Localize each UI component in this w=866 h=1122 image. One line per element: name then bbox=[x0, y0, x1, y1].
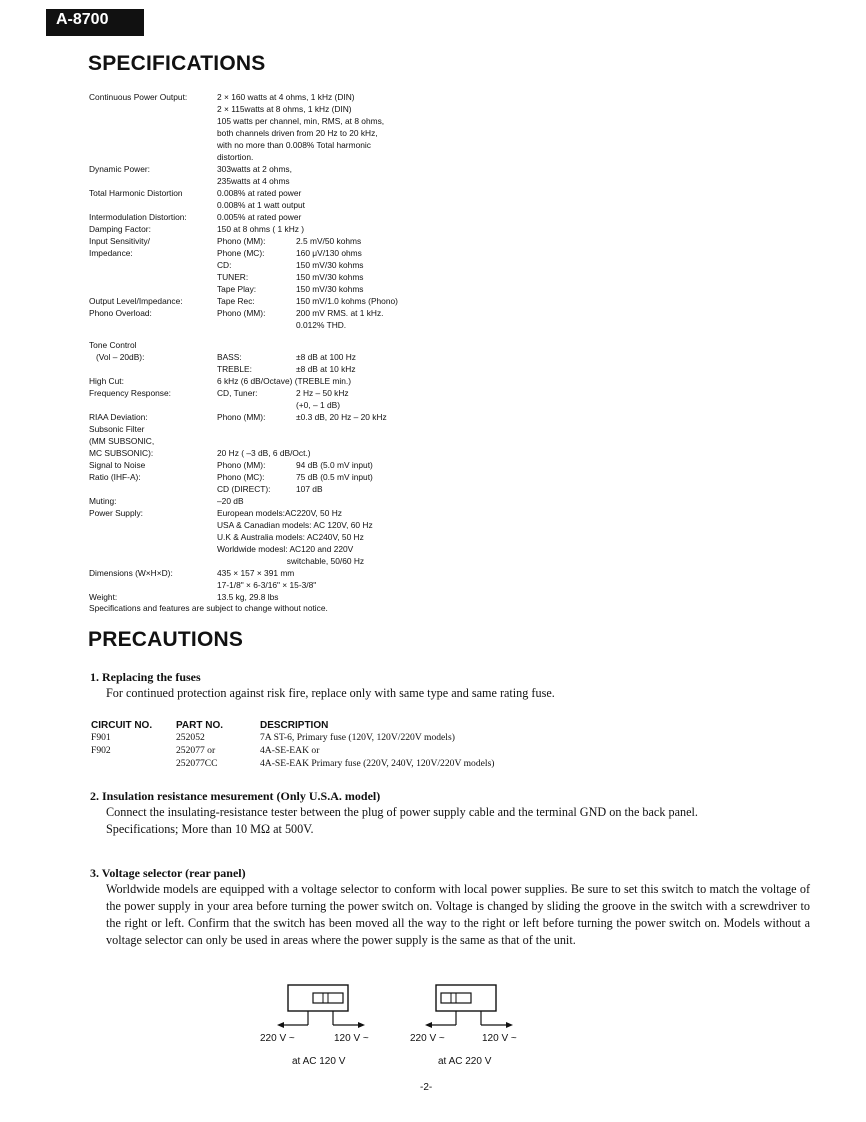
cell-part: 252077CC bbox=[176, 758, 218, 769]
spec-value-line: 17-1/8" × 6-3/16" × 15-3/8" bbox=[217, 580, 317, 590]
page-number: -2- bbox=[420, 1082, 433, 1093]
spec-gap bbox=[89, 331, 769, 339]
spec-sub-value: 150 mV/30 kohms bbox=[296, 284, 364, 294]
spec-sub-value: 0.012% THD. bbox=[296, 320, 347, 330]
spec-row bbox=[89, 567, 769, 591]
spec-sub-value: ±8 dB at 10 kHz bbox=[296, 364, 356, 374]
spec-sub-value: 94 dB (5.0 mV input) bbox=[296, 460, 373, 470]
spec-value bbox=[217, 91, 769, 163]
spec-row bbox=[89, 187, 769, 211]
cell-description: 4A-SE-EAK or bbox=[260, 745, 320, 756]
spec-sub-row bbox=[217, 271, 769, 283]
spec-value-line: both channels driven from 20 Hz to 20 kHz, bbox=[217, 128, 378, 138]
spec-sub-key: CD (DIRECT): bbox=[217, 484, 271, 494]
spec-row bbox=[89, 423, 769, 459]
spec-label: Weight: bbox=[89, 592, 118, 602]
model-number: A-8700 bbox=[56, 11, 109, 28]
spec-sub-value: 75 dB (0.5 mV input) bbox=[296, 472, 373, 482]
spec-sub-value: ±0.3 dB, 20 Hz – 20 kHz bbox=[296, 412, 387, 422]
spec-sub-row bbox=[217, 283, 769, 295]
spec-sub-row bbox=[217, 483, 769, 495]
spec-sub-key: TUNER: bbox=[217, 272, 249, 282]
spec-label: Power Supply: bbox=[89, 508, 143, 518]
spec-notice: Specifications and features are subject to change without notice. bbox=[89, 603, 328, 613]
spec-value-line bbox=[217, 423, 769, 435]
spec-sub-key: Tape Rec: bbox=[217, 296, 255, 306]
spec-row bbox=[89, 91, 769, 163]
spec-sub-key: CD, Tuner: bbox=[217, 388, 258, 398]
spec-label: Damping Factor: bbox=[89, 224, 151, 234]
spec-sub-key: Phono (MM): bbox=[217, 412, 266, 422]
spec-value-line: 13.5 kg, 29.8 lbs bbox=[217, 592, 279, 602]
spec-value bbox=[217, 295, 769, 307]
spec-row bbox=[89, 459, 769, 495]
col-part-no: PART NO. bbox=[176, 720, 224, 731]
switch-housing bbox=[436, 985, 496, 1011]
fuse-table bbox=[91, 720, 660, 770]
spec-sub-key: Phone (MC): bbox=[217, 248, 265, 258]
spec-label: Intermodulation Distortion: bbox=[89, 212, 187, 222]
spec-sub-key bbox=[217, 399, 296, 411]
spec-value-line: with no more than 0.008% Total harmonic bbox=[217, 140, 371, 150]
spec-sub-value: ±8 dB at 100 Hz bbox=[296, 352, 356, 362]
spec-sub-row bbox=[217, 247, 769, 259]
voltage-body: Worldwide models are equipped with a voltage selector to conform with local power supplies. Be sure to set this switch to match the voltage of the power supply in your area before turning the power switch on. Voltage is changed by sliding the groove in the switch with a screwdriver to the right or left. Confirm that the switch has been moved all the way to the right or left before turning the power switch on. Models without a voltage selector can only be used in areas where the power supply is the same as that of the unit. bbox=[106, 882, 810, 947]
specifications-title: SPECIFICATIONS bbox=[88, 52, 266, 75]
voltage-title: 3. Voltage selector (rear panel) bbox=[90, 866, 246, 880]
spec-value-line: 20 Hz ( –3 dB, 6 dB/Oct.) bbox=[217, 448, 311, 458]
spec-row bbox=[89, 211, 769, 223]
arrow-right-head bbox=[358, 1022, 365, 1028]
col-description: DESCRIPTION bbox=[260, 720, 329, 731]
spec-sub-row bbox=[217, 295, 769, 307]
arrow-left-head bbox=[277, 1022, 284, 1028]
spec-value-line: 235watts at 4 ohms bbox=[217, 176, 290, 186]
spec-sub-row bbox=[217, 459, 769, 471]
voltage-switch-diagram-120v bbox=[250, 984, 370, 1030]
spec-value bbox=[217, 567, 769, 591]
spec-value bbox=[217, 507, 769, 567]
spec-sub-row bbox=[217, 363, 769, 375]
spec-sub-row bbox=[217, 339, 769, 351]
table-row bbox=[91, 744, 660, 757]
spec-label: RIAA Deviation: bbox=[89, 412, 148, 422]
insulation-body: Connect the insulating-resistance tester between the plug of power supply cable and the terminal GND on the back panel. bbox=[106, 805, 698, 819]
spec-label: Total Harmonic Distortion bbox=[89, 188, 183, 198]
spec-row bbox=[89, 163, 769, 187]
spec-value-line: European models:AC220V, 50 Hz bbox=[217, 508, 342, 518]
cell-circuit: F901 bbox=[91, 732, 111, 743]
diagram-left-voltage: 220 V ~ bbox=[410, 1033, 445, 1044]
table-row bbox=[91, 757, 660, 770]
spec-value bbox=[217, 187, 769, 211]
spec-value-line: 435 × 157 × 391 mm bbox=[217, 568, 295, 578]
fuses-section bbox=[90, 670, 810, 702]
spec-sub-row bbox=[217, 411, 769, 423]
cell-circuit: F902 bbox=[91, 745, 111, 756]
spec-value bbox=[217, 223, 769, 235]
spec-row bbox=[89, 495, 769, 507]
spec-value bbox=[217, 591, 769, 603]
spec-value bbox=[217, 411, 769, 423]
spec-sub-value: 2 Hz – 50 kHz bbox=[296, 388, 349, 398]
spec-sub-row bbox=[217, 387, 769, 399]
spec-value-line: USA & Canadian models: AC 120V, 60 Hz bbox=[217, 520, 373, 530]
fuses-body: For continued protection against risk fire, replace only with same type and same rating fuse. bbox=[106, 686, 555, 700]
spec-sub-key bbox=[217, 339, 296, 351]
spec-sub-key: TREBLE: bbox=[217, 364, 252, 374]
diagram-right-voltage: 120 V ~ bbox=[334, 1033, 369, 1044]
spec-label: Frequency Response: bbox=[89, 388, 171, 398]
spec-sub-key: Phono (MC): bbox=[217, 472, 265, 482]
spec-sub-key: Phono (MM): bbox=[217, 308, 266, 318]
insulation-section bbox=[90, 789, 810, 838]
spec-value-line: 2 × 115watts at 8 ohms, 1 kHz (DIN) bbox=[217, 104, 352, 114]
spec-sub-row bbox=[217, 319, 769, 331]
spec-value-line: 2 × 160 watts at 4 ohms, 1 kHz (DIN) bbox=[217, 92, 355, 102]
spec-sub-key: Phono (MM): bbox=[217, 460, 266, 470]
spec-sub-key bbox=[217, 319, 296, 331]
spec-sub-key: CD: bbox=[217, 260, 232, 270]
spec-sub-value: 150 mV/1.0 kohms (Phono) bbox=[296, 296, 398, 306]
spec-row bbox=[89, 591, 769, 603]
spec-value-line: 0.005% at rated power bbox=[217, 212, 302, 222]
arrow-left-head bbox=[425, 1022, 432, 1028]
spec-value-line: 150 at 8 ohms ( 1 kHz ) bbox=[217, 224, 305, 234]
spec-value-line: distortion. bbox=[217, 152, 254, 162]
spec-value-line: –20 dB bbox=[217, 496, 244, 506]
spec-value bbox=[217, 235, 769, 295]
voltage-section bbox=[90, 866, 810, 949]
spec-sub-key: Phono (MM): bbox=[217, 236, 266, 246]
insulation-title: 2. Insulation resistance mesurement (Only U.S.A. model) bbox=[90, 789, 381, 803]
diagram-caption: at AC 120 V bbox=[292, 1056, 346, 1067]
precautions-title: PRECAUTIONS bbox=[88, 628, 244, 651]
spec-label: Phono Overload: bbox=[89, 308, 152, 318]
spec-sub-value: 160 μV/130 ohms bbox=[296, 248, 362, 258]
spec-sub-row bbox=[217, 351, 769, 363]
spec-value-line: 0.008% at rated power bbox=[217, 188, 302, 198]
spec-label: Signal to Noise Ratio (IHF-A): bbox=[89, 460, 146, 482]
spec-sub-value: 107 dB bbox=[296, 484, 323, 494]
spec-label: Subsonic Filter (MM SUBSONIC, MC SUBSONIC): bbox=[89, 424, 155, 458]
spec-value bbox=[217, 211, 769, 223]
fuse-table-header bbox=[91, 720, 660, 731]
switch-housing bbox=[288, 985, 348, 1011]
specifications-list bbox=[89, 91, 769, 603]
fuses-title: 1. Replacing the fuses bbox=[90, 670, 201, 684]
spec-sub-value: 2.5 mV/50 kohms bbox=[296, 236, 362, 246]
spec-value bbox=[217, 339, 769, 375]
spec-label: Input Sensitivity/ Impedance: bbox=[89, 236, 150, 258]
spec-row bbox=[89, 235, 769, 295]
spec-row bbox=[89, 223, 769, 235]
spec-sub-value: 200 mV RMS. at 1 kHz. bbox=[296, 308, 384, 318]
spec-row bbox=[89, 307, 769, 331]
spec-label: Output Level/Impedance: bbox=[89, 296, 183, 306]
cell-part: 252052 bbox=[176, 732, 205, 743]
spec-sub-row bbox=[217, 259, 769, 271]
spec-label: Dynamic Power: bbox=[89, 164, 150, 174]
spec-value-line: 6 kHz (6 dB/Octave) (TREBLE min.) bbox=[217, 376, 352, 386]
cell-circuit bbox=[91, 757, 176, 770]
col-circuit-no: CIRCUIT NO. bbox=[91, 720, 153, 731]
spec-sub-key: Tape Play: bbox=[217, 284, 257, 294]
cell-description: 7A ST-6, Primary fuse (120V, 120V/220V models) bbox=[260, 732, 455, 743]
spec-sub-row bbox=[217, 399, 769, 411]
spec-label: Continuous Power Output: bbox=[89, 92, 188, 102]
spec-label: High Cut: bbox=[89, 376, 124, 386]
spec-row bbox=[89, 375, 769, 387]
spec-row bbox=[89, 339, 769, 375]
spec-label: Muting: bbox=[89, 496, 117, 506]
table-row bbox=[91, 731, 660, 744]
spec-label: Tone Control (Vol – 20dB): bbox=[89, 340, 145, 362]
cell-part: 252077 or bbox=[176, 745, 216, 756]
spec-row bbox=[89, 387, 769, 411]
spec-value bbox=[217, 307, 769, 331]
spec-row bbox=[89, 507, 769, 567]
spec-value bbox=[217, 375, 769, 387]
spec-value-line: 0.008% at 1 watt output bbox=[217, 200, 305, 210]
spec-row bbox=[89, 295, 769, 307]
spec-value-line: Worldwide modesl: AC120 and 220V bbox=[217, 544, 354, 554]
spec-value-line: U.K & Australia models: AC240V, 50 Hz bbox=[217, 532, 364, 542]
spec-value-line: 105 watts per channel, min, RMS, at 8 ohms, bbox=[217, 116, 385, 126]
voltage-switch-diagram-220v bbox=[398, 984, 518, 1030]
spec-value bbox=[217, 387, 769, 411]
spec-label: Dimensions (W×H×D): bbox=[89, 568, 173, 578]
spec-sub-key: BASS: bbox=[217, 352, 242, 362]
spec-value bbox=[217, 423, 769, 459]
spec-value-line: 303watts at 2 ohms, bbox=[217, 164, 292, 174]
spec-value-line: switchable, 50/60 Hz bbox=[217, 556, 365, 566]
spec-value bbox=[217, 495, 769, 507]
spec-sub-row bbox=[217, 235, 769, 247]
spec-value-line bbox=[217, 435, 769, 447]
spec-value bbox=[217, 163, 769, 187]
spec-sub-value: 150 mV/30 kohms bbox=[296, 260, 364, 270]
spec-row bbox=[89, 411, 769, 423]
spec-sub-value: 150 mV/30 kohms bbox=[296, 272, 364, 282]
spec-sub-value: (+0, – 1 dB) bbox=[296, 400, 340, 410]
spec-value bbox=[217, 459, 769, 495]
diagram-left-voltage: 220 V ~ bbox=[260, 1033, 295, 1044]
spec-sub-row bbox=[217, 471, 769, 483]
diagram-caption: at AC 220 V bbox=[438, 1056, 492, 1067]
spec-sub-value bbox=[296, 339, 769, 351]
diagram-right-voltage: 120 V ~ bbox=[482, 1033, 517, 1044]
cell-description: 4A-SE-EAK Primary fuse (220V, 240V, 120V/220V models) bbox=[260, 758, 495, 769]
spec-sub-row bbox=[217, 307, 769, 319]
model-tab bbox=[46, 9, 144, 36]
arrow-right-head bbox=[506, 1022, 513, 1028]
insulation-spec: Specifications; More than 10 MΩ at 500V. bbox=[106, 822, 314, 836]
